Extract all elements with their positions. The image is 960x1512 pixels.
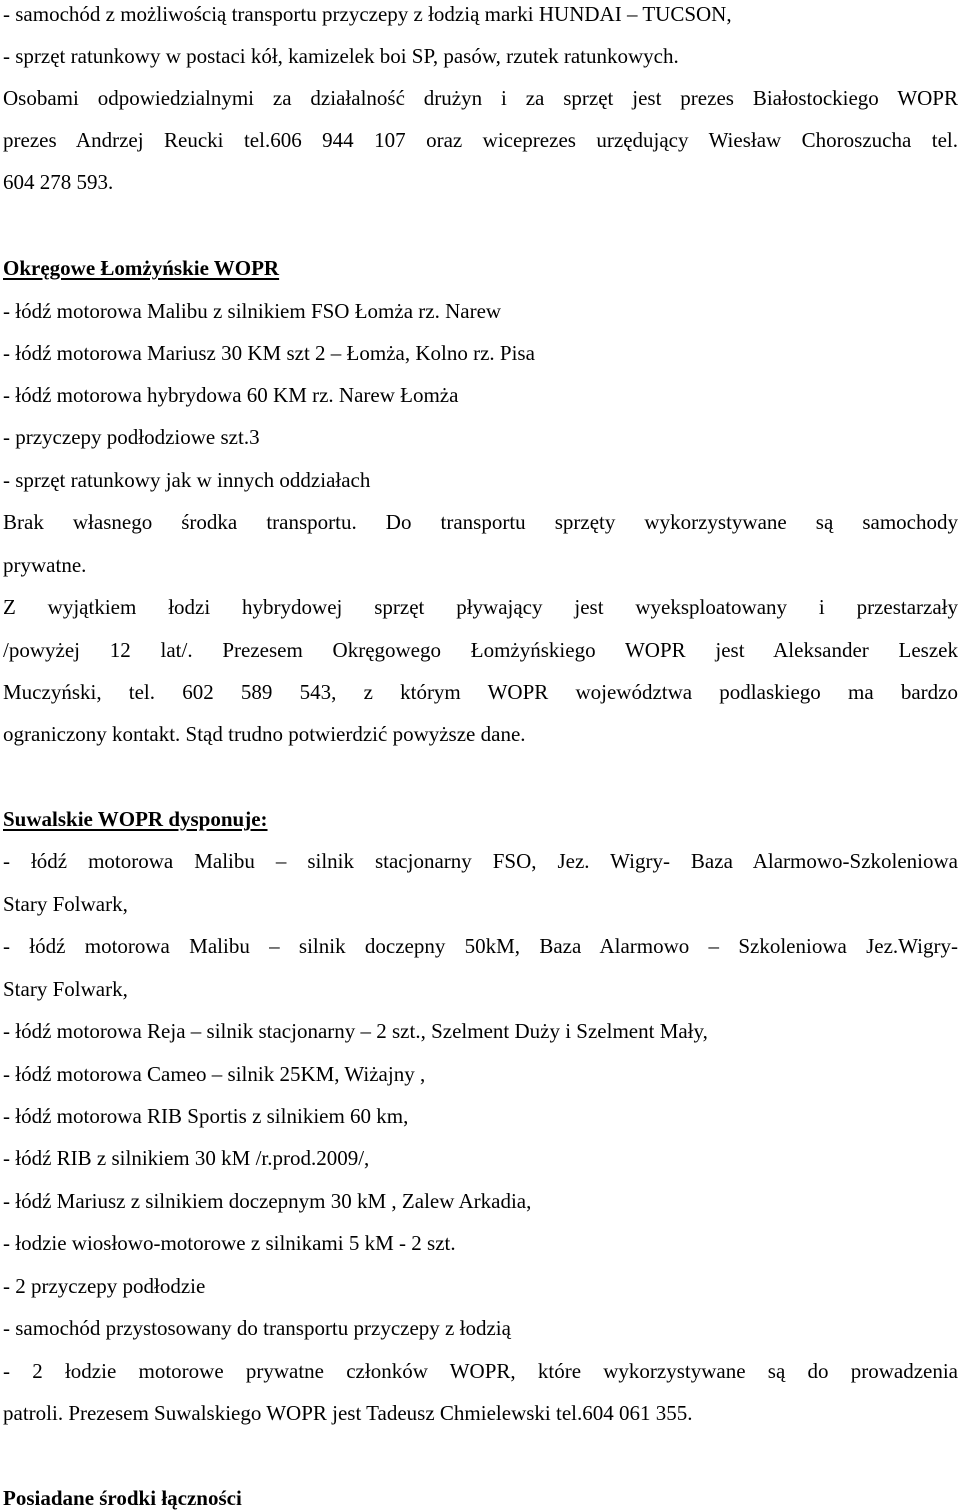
lomza-line-4: - przyczepy podłodziowe szt.3: [3, 425, 260, 449]
lomza-line-2: - łódź motorowa Mariusz 30 KM szt 2 – Łomża, Kolno rz. Pisa: [3, 341, 535, 365]
section-heading-communication: Posiadane środki łączności: [3, 1486, 242, 1510]
suwalki-line-3: - łódź motorowa Malibu – silnik doczepny 50kM, Baza Alarmowo – Szkoleniowa Jez.Wigry-: [3, 934, 958, 958]
suwalki-line-4: Stary Folwark,: [3, 977, 128, 1001]
suwalki-line-11: - 2 przyczepy podłodzie: [3, 1274, 206, 1298]
intro-line-2: - sprzęt ratunkowy w postaci kół, kamizelek boi SP, pasów, rzutek ratunkowych.: [3, 44, 679, 68]
suwalki-line-6: - łódź motorowa Cameo – silnik 25KM, Wiżajny ,: [3, 1062, 426, 1086]
intro-line-1: - samochód z możliwością transportu przyczepy z łodzią marki HUNDAI – TUCSON,: [3, 2, 732, 26]
lomza-line-9: /powyżej 12 lat/. Prezesem Okręgowego Łomżyńskiego WOPR jest Aleksander Leszek: [3, 638, 958, 662]
lomza-line-10: Muczyński, tel. 602 589 543, z którym WOPR województwa podlaskiego ma bardzo: [3, 680, 958, 704]
lomza-line-11: ograniczony kontakt. Stąd trudno potwierdzić powyższe dane.: [3, 722, 526, 746]
suwalki-line-1: - łódź motorowa Malibu – silnik stacjonarny FSO, Jez. Wigry- Baza Alarmowo-Szkoleniowa: [3, 849, 958, 873]
suwalki-line-5: - łódź motorowa Reja – silnik stacjonarny – 2 szt., Szelment Duży i Szelment Mały,: [3, 1019, 708, 1043]
intro-line-5: 604 278 593.: [3, 170, 114, 194]
lomza-line-5: - sprzęt ratunkowy jak w innych oddziałach: [3, 468, 371, 492]
suwalki-line-2: Stary Folwark,: [3, 892, 128, 916]
intro-line-3: Osobami odpowiedzialnymi za działalność drużyn i za sprzęt jest prezes Białostockiego WOPR: [3, 86, 958, 110]
suwalki-line-13: - 2 łodzie motorowe prywatne członków WOPR, które wykorzystywane są do prowadzenia: [3, 1359, 958, 1383]
lomza-line-8: Z wyjątkiem łodzi hybrydowej sprzęt pływający jest wyeksploatowany i przestarzały: [3, 595, 958, 619]
section-heading-lomza: Okręgowe Łomżyńskie WOPR: [3, 256, 280, 280]
section-heading-suwalki: Suwalskie WOPR dysponuje:: [3, 807, 268, 831]
lomza-line-6: Brak własnego środka transportu. Do transportu sprzęty wykorzystywane są samochody: [3, 510, 958, 534]
lomza-line-1: - łódź motorowa Malibu z silnikiem FSO Łomża rz. Narew: [3, 299, 502, 323]
suwalki-line-7: - łódź motorowa RIB Sportis z silnikiem 60 km,: [3, 1104, 409, 1128]
suwalki-line-14: patroli. Prezesem Suwalskiego WOPR jest Tadeusz Chmielewski tel.604 061 355.: [3, 1401, 693, 1425]
suwalki-line-10: - łodzie wiosłowo-motorowe z silnikami 5 kM - 2 szt.: [3, 1231, 456, 1255]
intro-line-4: prezes Andrzej Reucki tel.606 944 107 oraz wiceprezes urzędujący Wiesław Choroszucha tel.: [3, 128, 958, 152]
lomza-line-3: - łódź motorowa hybrydowa 60 KM rz. Narew Łomża: [3, 383, 459, 407]
suwalki-line-8: - łódź RIB z silnikiem 30 kM /r.prod.2009/,: [3, 1146, 370, 1170]
suwalki-line-12: - samochód przystosowany do transportu przyczepy z łodzią: [3, 1316, 511, 1340]
suwalki-line-9: - łódź Mariusz z silnikiem doczepnym 30 kM , Zalew Arkadia,: [3, 1189, 532, 1213]
lomza-line-7: prywatne.: [3, 553, 87, 577]
